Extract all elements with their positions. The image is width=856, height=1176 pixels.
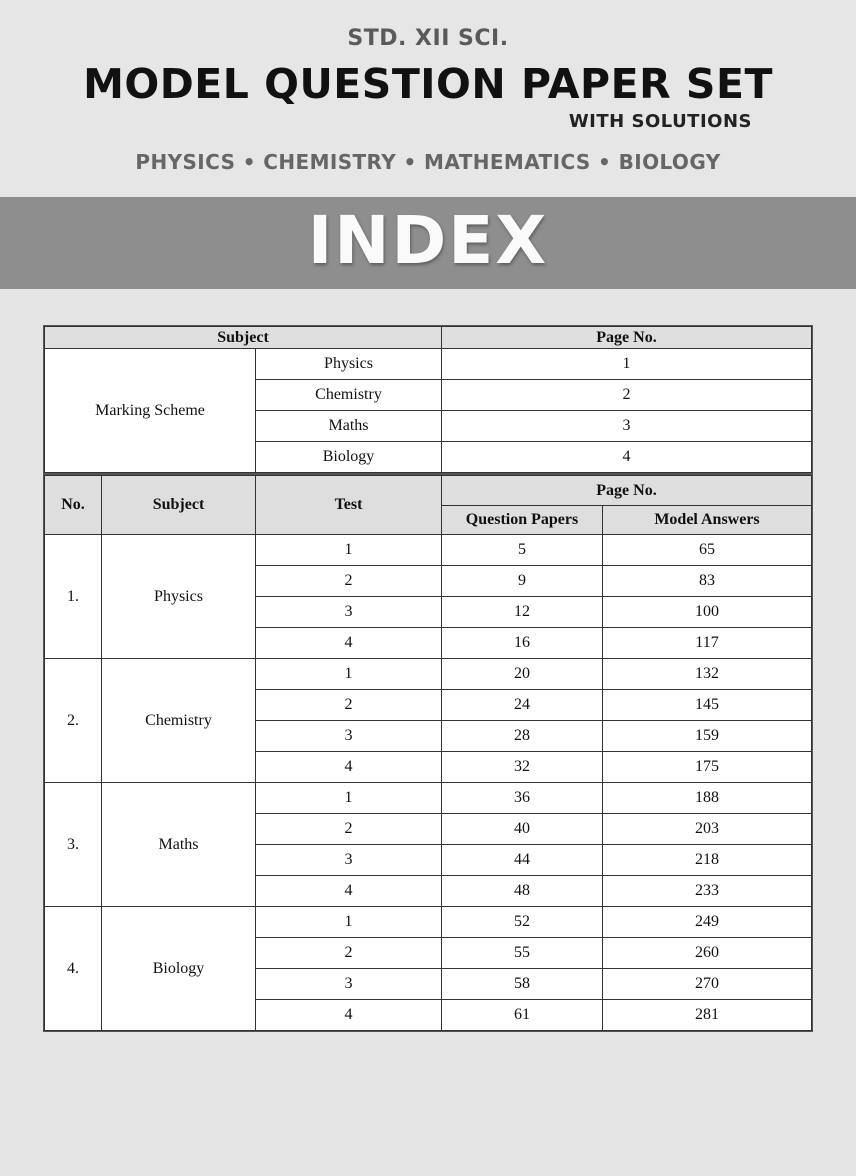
page-cell: 1 — [442, 349, 812, 380]
test-cell: 1 — [256, 535, 442, 566]
test-cell: 3 — [256, 721, 442, 752]
question-paper-page-cell: 48 — [442, 876, 603, 907]
model-answer-page-cell: 100 — [603, 597, 812, 628]
page-no-header: Page No. — [442, 327, 812, 349]
test-index-table — [44, 475, 812, 1031]
test-cell: 1 — [256, 783, 442, 814]
question-papers-header: Question Papers — [442, 506, 603, 535]
test-cell: 1 — [256, 907, 442, 938]
subject-cell: Physics — [102, 535, 256, 659]
question-paper-page-cell: 44 — [442, 845, 603, 876]
model-answer-page-cell: 270 — [603, 969, 812, 1000]
test-header: Test — [256, 476, 442, 535]
row-number-cell: 2. — [45, 659, 102, 783]
page-no-header: Page No. — [442, 476, 812, 506]
subjects-line: PHYSICS • CHEMISTRY • MATHEMATICS • BIOLOGY — [135, 150, 721, 174]
subject-cell: Maths — [256, 411, 442, 442]
model-answer-page-cell: 175 — [603, 752, 812, 783]
table-row — [45, 783, 812, 814]
row-number-cell: 3. — [45, 783, 102, 907]
model-answer-page-cell: 203 — [603, 814, 812, 845]
question-paper-page-cell: 12 — [442, 597, 603, 628]
standard-label: STD. XII SCI. — [347, 26, 509, 51]
model-answer-page-cell: 188 — [603, 783, 812, 814]
question-paper-page-cell: 52 — [442, 907, 603, 938]
row-number-cell: 4. — [45, 907, 102, 1031]
test-cell: 1 — [256, 659, 442, 690]
model-answer-page-cell: 117 — [603, 628, 812, 659]
table-header-row — [45, 327, 812, 349]
page-cell: 4 — [442, 442, 812, 473]
model-answer-page-cell: 249 — [603, 907, 812, 938]
model-answer-page-cell: 145 — [603, 690, 812, 721]
subject-cell: Biology — [102, 907, 256, 1031]
row-number-cell: 1. — [45, 535, 102, 659]
model-answers-header: Model Answers — [603, 506, 812, 535]
index-title: INDEX — [307, 202, 549, 279]
question-paper-page-cell: 28 — [442, 721, 603, 752]
model-answer-page-cell: 159 — [603, 721, 812, 752]
table-row — [45, 349, 812, 380]
model-answer-page-cell: 218 — [603, 845, 812, 876]
test-cell: 4 — [256, 1000, 442, 1031]
table-row — [45, 535, 812, 566]
model-answer-page-cell: 260 — [603, 938, 812, 969]
question-paper-page-cell: 32 — [442, 752, 603, 783]
model-answer-page-cell: 233 — [603, 876, 812, 907]
marking-scheme-table — [44, 326, 812, 473]
test-cell: 2 — [256, 690, 442, 721]
page-cell: 2 — [442, 380, 812, 411]
index-banner — [0, 197, 856, 289]
question-paper-page-cell: 40 — [442, 814, 603, 845]
page-title: MODEL QUESTION PAPER SET — [83, 60, 773, 108]
question-paper-page-cell: 5 — [442, 535, 603, 566]
subject-header: Subject — [45, 327, 442, 349]
no-header: No. — [45, 476, 102, 535]
question-paper-page-cell: 36 — [442, 783, 603, 814]
question-paper-page-cell: 55 — [442, 938, 603, 969]
question-paper-page-cell: 16 — [442, 628, 603, 659]
subject-cell: Biology — [256, 442, 442, 473]
test-cell: 3 — [256, 969, 442, 1000]
question-paper-page-cell: 9 — [442, 566, 603, 597]
question-paper-page-cell: 58 — [442, 969, 603, 1000]
subject-cell: Maths — [102, 783, 256, 907]
table-row — [45, 659, 812, 690]
question-paper-page-cell: 20 — [442, 659, 603, 690]
test-cell: 4 — [256, 752, 442, 783]
test-cell: 2 — [256, 566, 442, 597]
page-cell: 3 — [442, 411, 812, 442]
page-header — [0, 0, 856, 197]
question-paper-page-cell: 24 — [442, 690, 603, 721]
table-header-row — [45, 476, 812, 506]
test-cell: 4 — [256, 628, 442, 659]
table-row — [45, 907, 812, 938]
test-cell: 3 — [256, 845, 442, 876]
test-cell: 3 — [256, 597, 442, 628]
model-answer-page-cell: 132 — [603, 659, 812, 690]
subject-header: Subject — [102, 476, 256, 535]
subject-cell: Physics — [256, 349, 442, 380]
test-cell: 2 — [256, 938, 442, 969]
model-answer-page-cell: 281 — [603, 1000, 812, 1031]
with-solutions-label: WITH SOLUTIONS — [568, 111, 752, 132]
model-answer-page-cell: 83 — [603, 566, 812, 597]
test-cell: 4 — [256, 876, 442, 907]
subject-cell: Chemistry — [256, 380, 442, 411]
subject-cell: Chemistry — [102, 659, 256, 783]
model-answer-page-cell: 65 — [603, 535, 812, 566]
marking-scheme-label: Marking Scheme — [45, 349, 256, 473]
test-cell: 2 — [256, 814, 442, 845]
question-paper-page-cell: 61 — [442, 1000, 603, 1031]
